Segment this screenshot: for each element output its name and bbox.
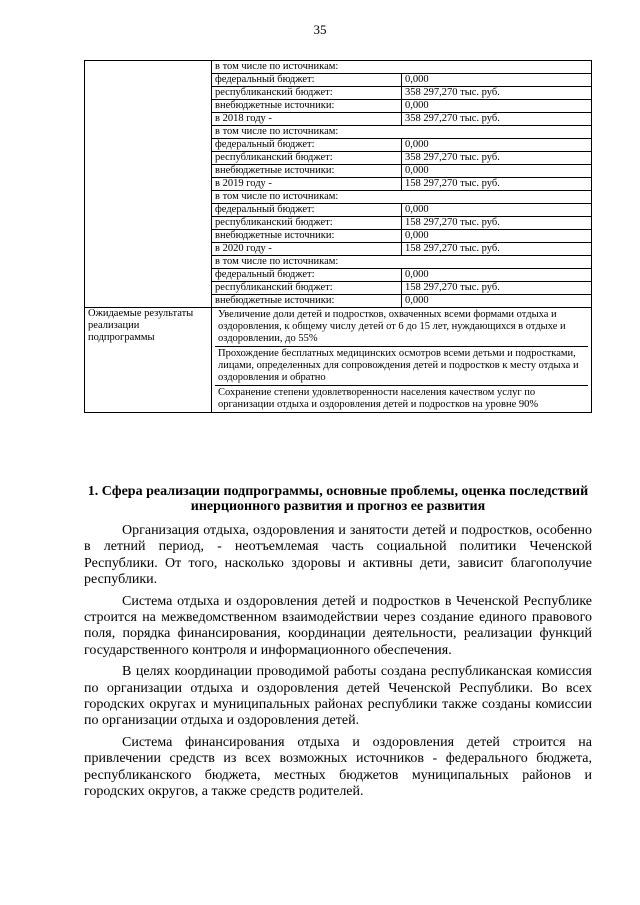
finance-table <box>84 60 592 413</box>
finance-row-value: 0,000 <box>402 230 592 243</box>
finance-row <box>85 61 592 74</box>
finance-row-value: 358 297,270 тыс. руб. <box>402 113 592 126</box>
finance-row-value: 158 297,270 тыс. руб. <box>402 282 592 295</box>
finance-row-value: 0,000 <box>402 100 592 113</box>
finance-row-label: федеральный бюджет: <box>212 139 402 152</box>
finance-row-label: внебюджетные источники: <box>212 230 402 243</box>
results-row <box>85 308 592 413</box>
finance-row-label: республиканский бюджет: <box>212 282 402 295</box>
body-text <box>84 523 592 806</box>
finance-row-value: 158 297,270 тыс. руб. <box>402 243 592 256</box>
paragraph: Система отдыха и оздоровления детей и подростков в Чеченской Республике строится на межведомственном взаимодействии через создание единого правового поля, порядка финансирования, координации деятельности, реализации функций государственного контроля и информационного обеспечения. <box>84 593 592 658</box>
finance-row-label: в том числе по источникам: <box>212 61 592 74</box>
finance-table-body <box>85 61 592 413</box>
finance-row-label: в 2020 году - <box>212 243 402 256</box>
paragraph: В целях координации проводимой работы создана республиканская комиссия по организации отдыха и оздоровления детей Чеченской Республики. Во всех городских округах и муниципальных районах республики также созданы комиссии по организации отдыха и оздоровления детей. <box>84 664 592 729</box>
finance-row-label: в том числе по источникам: <box>212 126 592 139</box>
finance-row-value: 0,000 <box>402 139 592 152</box>
finance-row-label: федеральный бюджет: <box>212 74 402 87</box>
finance-row-label: в 2018 году - <box>212 113 402 126</box>
section-title: 1. Сфера реализации подпрограммы, основные проблемы, оценка последствий инерционного развития и прогноз ее развития <box>87 484 589 514</box>
finance-row-label: федеральный бюджет: <box>212 269 402 282</box>
finance-row-label: республиканский бюджет: <box>212 87 402 100</box>
finance-left-column <box>85 61 212 308</box>
finance-row-value: 0,000 <box>402 204 592 217</box>
finance-row-value: 358 297,270 тыс. руб. <box>402 152 592 165</box>
result-item: Увеличение доли детей и подростков, охваченных всеми формами отдыха и оздоровления, к общему числу детей от 6 до 15 лет, нуждающихся в отдыхе и оздоровлении, до 55% <box>215 308 588 347</box>
finance-row-label: в том числе по источникам: <box>212 191 592 204</box>
finance-row-value: 358 297,270 тыс. руб. <box>402 87 592 100</box>
paragraph: Система финансирования отдыха и оздоровления детей строится на привлечении средств из всех возможных источников - федерального бюджета, республиканского бюджета, местных бюджетов муниципальных районов и городских округов, а также средств родителей. <box>84 734 592 800</box>
result-item: Сохранение степени удовлетворенности населения качеством услуг по организации отдыха и оздоровления детей и подростков на уровне 90% <box>218 387 539 410</box>
finance-row-label: внебюджетные источники: <box>212 100 402 113</box>
finance-row-value: 0,000 <box>402 295 592 308</box>
finance-row-label: республиканский бюджет: <box>212 152 402 165</box>
finance-row-value: 0,000 <box>402 269 592 282</box>
finance-row-label: федеральный бюджет: <box>212 204 402 217</box>
finance-row-label: в 2019 году - <box>212 178 402 191</box>
finance-row-label: республиканский бюджет: <box>212 217 402 230</box>
finance-row-label: внебюджетные источники: <box>212 165 402 178</box>
paragraph: Организация отдыха, оздоровления и занятости детей и подростков, особенно в летний период, - неотъемлемая часть социальной политики Чеченской Республики. От того, насколько здоровы и активны дети, зависит благополучие республики. <box>84 523 592 588</box>
finance-row-value: 0,000 <box>402 165 592 178</box>
result-item: Прохождение бесплатных медицинских осмотров всеми детьми и подростками, лицами, определенных для сопровождения детей и подростков к месту отдыха и оздоровления и обратно <box>215 347 588 386</box>
results-header: Ожидаемые результаты реализации подпрограммы <box>85 308 212 413</box>
page-number: 35 <box>313 22 327 37</box>
results-list <box>212 308 592 413</box>
finance-row-value: 0,000 <box>402 74 592 87</box>
finance-row-value: 158 297,270 тыс. руб. <box>402 178 592 191</box>
finance-row-label: внебюджетные источники: <box>212 295 402 308</box>
finance-row-label: в том числе по источникам: <box>212 256 592 269</box>
finance-row-value: 158 297,270 тыс. руб. <box>402 217 592 230</box>
